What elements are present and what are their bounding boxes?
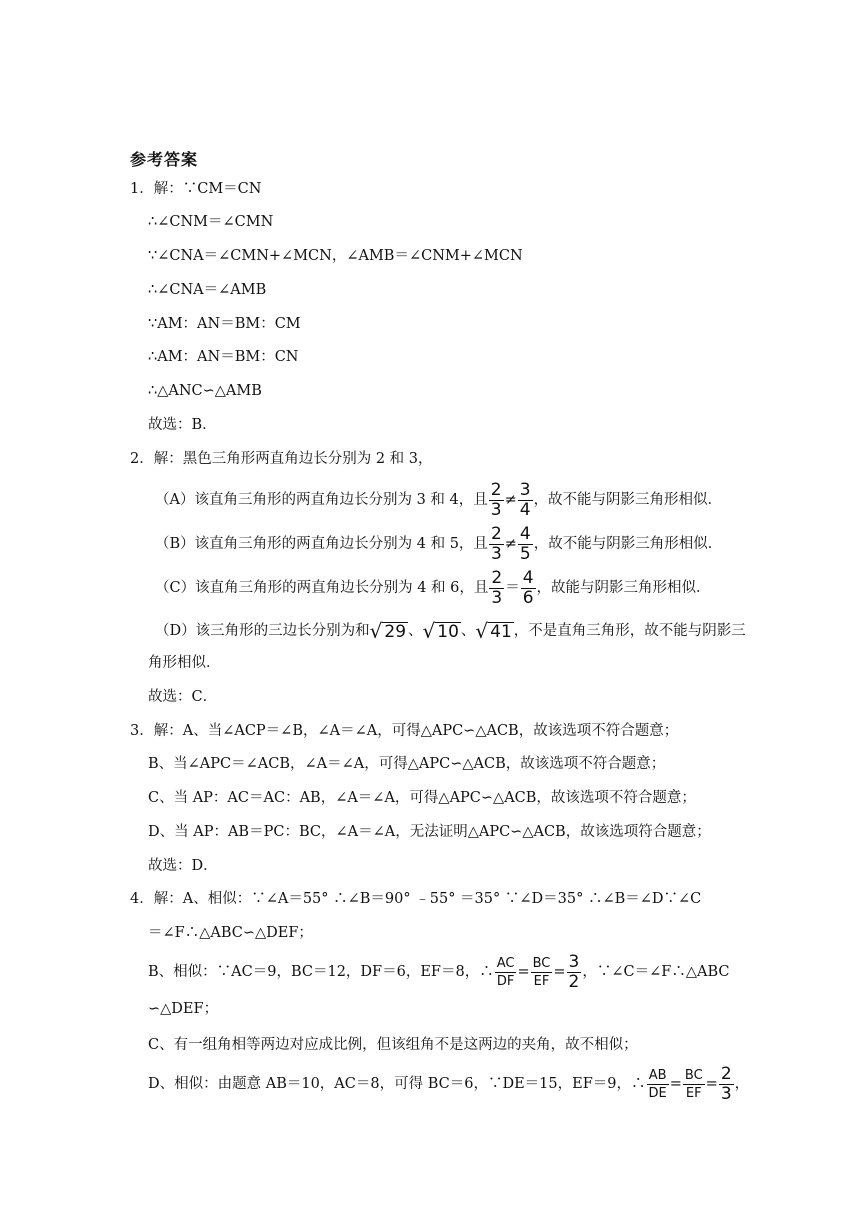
q2-c-text: （C）该直角三角形的两直角边长分别为 4 和 6，且	[155, 580, 489, 596]
q4-b-fraction-1: $\frac{AC}{DF}$	[496, 955, 515, 989]
q2-option-c	[155, 566, 711, 610]
q2-b-fraction-1: $\frac{2}{3}$	[490, 523, 502, 564]
q2-answer: 故选：C．	[148, 689, 218, 705]
q2-d-conclusion: ，不是直角三角形，故不能与阴影三	[513, 623, 746, 639]
q1-answer: 故选：B．	[148, 417, 217, 433]
q1-line-4: ∴∠CNA＝∠AMB	[148, 282, 267, 298]
q1-line-5: ∵AM：AN＝BM：CM	[148, 316, 301, 332]
q2-a-fraction-2: $\frac{3}{4}$	[519, 479, 531, 520]
q4-option-d	[148, 1062, 749, 1106]
q4-d-text: D、相似：由题意 AB＝10，AC＝8，可得 BC＝6，∵DE＝15，EF＝9，∴	[148, 1076, 646, 1092]
q4-d-fraction-1: $\frac{AB}{DE}$	[648, 1067, 667, 1101]
q1-line-2: ∴∠CNM＝∠CMN	[148, 214, 274, 230]
q2-d-sqrt-3: √ 41	[475, 619, 512, 643]
q2-b-text: （B）该直角三角形的两直角边长分别为 4 和 5，且	[155, 536, 488, 552]
q2-line-1: 2．解：黑色三角形两直角边长分别为 2 和 3，	[130, 451, 433, 467]
q4-line-1: 4．解：A、相似：∵∠A＝55° ∴∠B＝90° ﹣55° ＝35° ∵∠D＝35° ∴∠B＝∠D∵∠C	[130, 891, 702, 907]
q4-b-conclusion: ，∵∠C＝∠F∴△ABC	[582, 964, 730, 980]
q2-b-fraction-2: $\frac{4}{5}$	[519, 523, 531, 564]
q4-option-b-continued: ∽△DEF；	[148, 1001, 219, 1017]
q3-line-4: D、当 AP：AB＝PC：BC，∠A＝∠A，无法证明△APC∽△ACB，故该选项符合题意；	[148, 824, 711, 840]
q2-c-conclusion: ，故能与阴影三角形相似．	[536, 580, 711, 596]
q3-answer: 故选：D．	[148, 858, 218, 874]
q4-option-b	[148, 950, 729, 994]
q4-d-fraction-3: $\frac{2}{3}$	[720, 1063, 732, 1104]
q1-line-1: 1．解：∵CM＝CN	[130, 181, 262, 197]
q2-option-d	[155, 616, 746, 646]
q3-line-1: 3．解：A、当∠ACP＝∠B，∠A＝∠A，可得△APC∽△ACB，故该选项不符合题意；	[130, 723, 679, 739]
q4-d-equals-1: =	[669, 1076, 682, 1092]
q2-option-b	[155, 522, 722, 566]
q2-c-fraction-2: $\frac{4}{6}$	[522, 567, 534, 608]
q2-b-operator: ≠	[504, 536, 517, 552]
q2-d-sqrt-1: √ 29	[369, 619, 407, 643]
q2-c-fraction-1: $\frac{2}{3}$	[491, 567, 503, 608]
q1-line-3: ∵∠CNA＝∠CMN+∠MCN，∠AMB＝∠CNM+∠MCN	[148, 248, 523, 264]
q2-d-sqrt-2: √ 10	[422, 619, 459, 643]
q4-b-text: B、相似：∵AC＝9，BC＝12，DF＝6，EF＝8，∴	[148, 964, 494, 980]
q2-d-text: （D）该三角形的三边长分别为和	[155, 623, 370, 639]
q4-b-equals-2: =	[553, 964, 566, 980]
q2-c-operator: ＝	[505, 580, 520, 596]
q2-a-fraction-1: $\frac{2}{3}$	[490, 479, 502, 520]
q4-b-equals-1: =	[517, 964, 530, 980]
page-heading: 参考答案	[130, 150, 199, 169]
q4-b-fraction-3: $\frac{3}{2}$	[568, 951, 580, 992]
q4-d-conclusion: ，	[734, 1076, 750, 1092]
q4-b-fraction-2: $\frac{BC}{EF}$	[532, 955, 551, 989]
q4-option-c: C、有一组角相等两边对应成比例，但该组角不是这两边的夹角，故不相似；	[148, 1037, 638, 1053]
q2-option-d-continued: 角形相似．	[148, 655, 221, 671]
q3-line-2: B、当∠APC＝∠ACB，∠A＝∠A，可得△APC∽△ACB，故该选项不符合题意；	[148, 756, 666, 772]
q4-d-fraction-2: $\frac{BC}{EF}$	[684, 1067, 703, 1101]
q2-d-separator-2: 、	[460, 623, 476, 639]
q3-line-3: C、当 AP：AC＝AC：AB，∠A＝∠A，可得△APC∽△ACB，故该选项不符合题意；	[148, 790, 696, 806]
q2-b-conclusion: ，故不能与阴影三角形相似．	[533, 536, 723, 552]
q1-line-7: ∴△ANC∽△AMB	[148, 383, 262, 399]
q2-a-conclusion: ，故不能与阴影三角形相似．	[533, 492, 723, 508]
q2-a-operator: ≠	[504, 492, 517, 508]
q4-d-equals-2: =	[705, 1076, 718, 1092]
q2-d-separator-1: 、	[408, 623, 423, 639]
q4-line-2: ＝∠F∴△ABC∽△DEF；	[148, 925, 313, 941]
q2-option-a	[155, 478, 722, 522]
q1-line-6: ∴AM：AN＝BM：CN	[148, 349, 299, 365]
q2-a-text: （A）该直角三角形的两直角边长分别为 3 和 4，且	[155, 492, 488, 508]
